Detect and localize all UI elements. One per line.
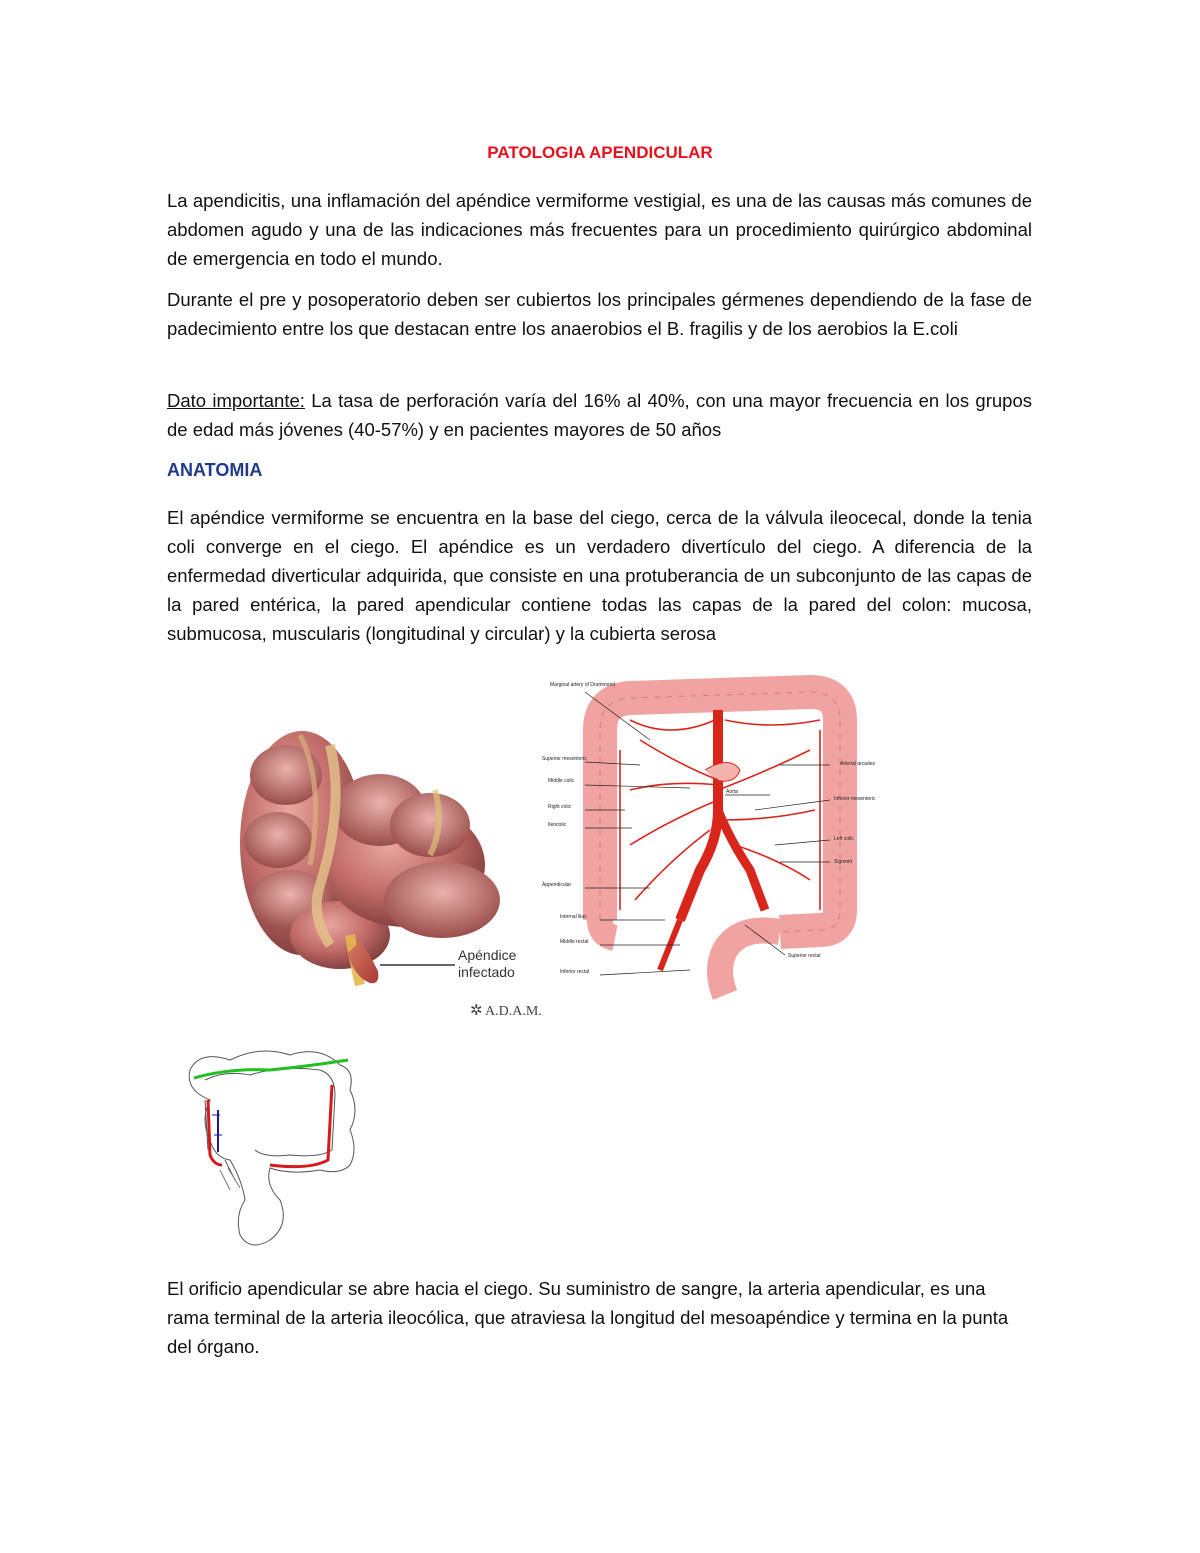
label-ileocolic: Ileocolic bbox=[548, 822, 567, 828]
important-text: La tasa de perforación varía del 16% al 40%, con una mayor frecuencia en los grupos de edad más jóvenes (40-57%) y en pacientes mayores de 50 años bbox=[167, 390, 1032, 440]
label-inferior-mesenteric: Inferior mesenteric bbox=[834, 796, 876, 802]
label-arterial-arcades: Arterial arcades bbox=[840, 761, 876, 767]
label-left-colic: Left colic bbox=[834, 836, 854, 842]
label-middle-rectal: Middle rectal bbox=[560, 939, 589, 945]
label-middle-colic: Middle colic bbox=[548, 778, 575, 784]
label-superior-mesenteric: Superior mesenteric bbox=[542, 756, 587, 762]
label-internal-iliac: Internal iliac bbox=[560, 914, 587, 920]
paragraph-important bbox=[167, 386, 1032, 444]
paragraph-anatomy: El apéndice vermiforme se encuentra en la base del ciego, cerca de la válvula ileocecal, donde la tenia coli converge en el ciego. El apéndice es un verdadero divertículo del ciego. A diferencia de la enfermedad diverticular adquirida, que consiste en una protuberancia de un subconjunto de las capas de la pared entérica, la pared apendicular contiene todas las capas de la pared del colon: mucosa, submucosa, muscularis (longitudinal y circular) y la cubierta serosa bbox=[167, 507, 1032, 644]
important-label: Dato importante: bbox=[167, 390, 305, 411]
svg-text:✲: ✲ bbox=[470, 1003, 483, 1019]
page-title: PATOLOGIA APENDICULAR bbox=[487, 143, 713, 162]
figure-colon-outline bbox=[170, 1040, 370, 1255]
paragraph-germs: Durante el pre y posoperatorio deben ser cubiertos los principales gérmenes dependiendo de la fase de padecimiento entre los que destacan entre los anaerobios el B. fragilis y de los aerobios la E.coli bbox=[167, 289, 1032, 339]
label-right-colic: Right colic bbox=[548, 804, 572, 810]
appendix-label-line2: infectado bbox=[458, 964, 515, 980]
section-heading-anatomia: ANATOMIA bbox=[167, 460, 263, 480]
figure-infected-appendix bbox=[230, 715, 550, 1020]
label-aorta: Aorta bbox=[726, 789, 738, 795]
appendix-label-line1: Apéndice bbox=[458, 947, 517, 963]
paragraph-blood-supply: El orificio apendicular se abre hacia el ciego. Su suministro de sangre, la arteria apendicular, es una rama terminal de la arteria ileocólica, que atraviesa la longitud del mesoapéndice y termina en la punta del órgano. bbox=[167, 1278, 1009, 1357]
intestine-illustration bbox=[230, 715, 550, 1020]
svg-text:A.D.A.M.: A.D.A.M. bbox=[485, 1004, 542, 1019]
paragraph-intro: La apendicitis, una inflamación del apéndice vermiforme vestigial, es una de las causas más comunes de abdomen agudo y una de las indicaciones más frecuentes para un procedimiento quirúrgico abdominal de emergencia en todo el mundo. bbox=[167, 190, 1032, 269]
label-appendicular: Appendicular bbox=[542, 882, 572, 888]
label-marginal-artery: Marginal artery of Drummond bbox=[550, 682, 616, 688]
adam-logo bbox=[470, 1003, 542, 1019]
colon-outline-sketch bbox=[170, 1040, 370, 1255]
label-superior-rectal: Superior rectal bbox=[788, 953, 821, 959]
label-inferior-rectal: Inferior rectal bbox=[560, 969, 590, 975]
ascending-colon-red-line bbox=[208, 1100, 222, 1165]
label-sigmoid: Sigmoid bbox=[834, 859, 853, 865]
figure-colon-arteries bbox=[540, 670, 900, 1010]
colon-arteries-diagram bbox=[540, 670, 900, 1010]
